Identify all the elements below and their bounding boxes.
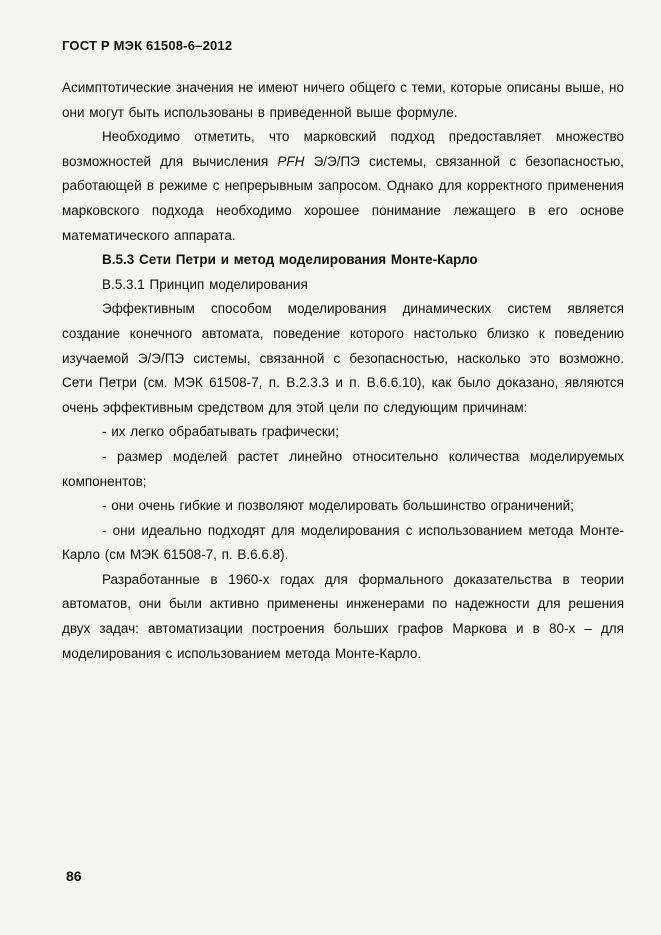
paragraph-markov <box>62 125 624 248</box>
paragraph-asymptotic: Асимптотические значения не имеют ничего общего с теми, которые описаны выше, но они могут быть использованы в приведенной выше формуле. <box>62 80 624 120</box>
paragraph-markov-before: Необходимо отметить, что марковский подход предоставляет множество возможностей для вычисления <box>62 129 624 169</box>
page-number: 86 <box>66 868 82 884</box>
paragraph-markov-after: Э/Э/ПЭ системы, связанной с безопасностью, работающей в режиме с непрерывным запросом. Однако для корректного применения марковского подхода необходимо хорошее понимание лежащего в его основе математического аппарата. <box>62 153 624 243</box>
list-item: - их легко обрабатывать графически; <box>102 424 339 440</box>
paragraph-petri-nets: Эффективным способом моделирования динамических систем является создание конечного автомата, поведение которого настолько близко к поведению изучаемой Э/Э/ПЭ системы, связанной с безопасностью, насколько это возможно. Сети Петри (см. МЭК 61508-7, п. В.2.3.3 и п. В.6.6.10), как было доказано, являются очень эффективным средством для этой цели по следующим причинам: <box>62 301 624 415</box>
paragraph-history: Разработанные в 1960-х годах для формального доказательства в теории автоматов, они были активно применены инженерами по надежности для решения двух задач: автоматизации построения больших графов Маркова и в 80-х – для моделирования с использованием метода Монте-Карло. <box>62 571 624 661</box>
list-item: - размер моделей растет линейно относительно количества моделируемых компонентов; <box>62 448 624 489</box>
list-item: - они идеально подходят для моделирования с использованием метода Монте-Карло (см МЭК 61508-7, п. В.6.6.8). <box>62 522 624 563</box>
subsection-title: В.5.3.1 Принцип моделирования <box>102 276 308 292</box>
document-body <box>62 76 624 666</box>
document-header: ГОСТ Р МЭК 61508-6–2012 <box>62 38 233 53</box>
list-item: - они очень гибкие и позволяют моделировать большинство ограничений; <box>102 498 574 514</box>
section-title: В.5.3 Сети Петри и метод моделирования Монте-Карло <box>102 252 478 268</box>
pfh-term: PFH <box>277 153 305 169</box>
